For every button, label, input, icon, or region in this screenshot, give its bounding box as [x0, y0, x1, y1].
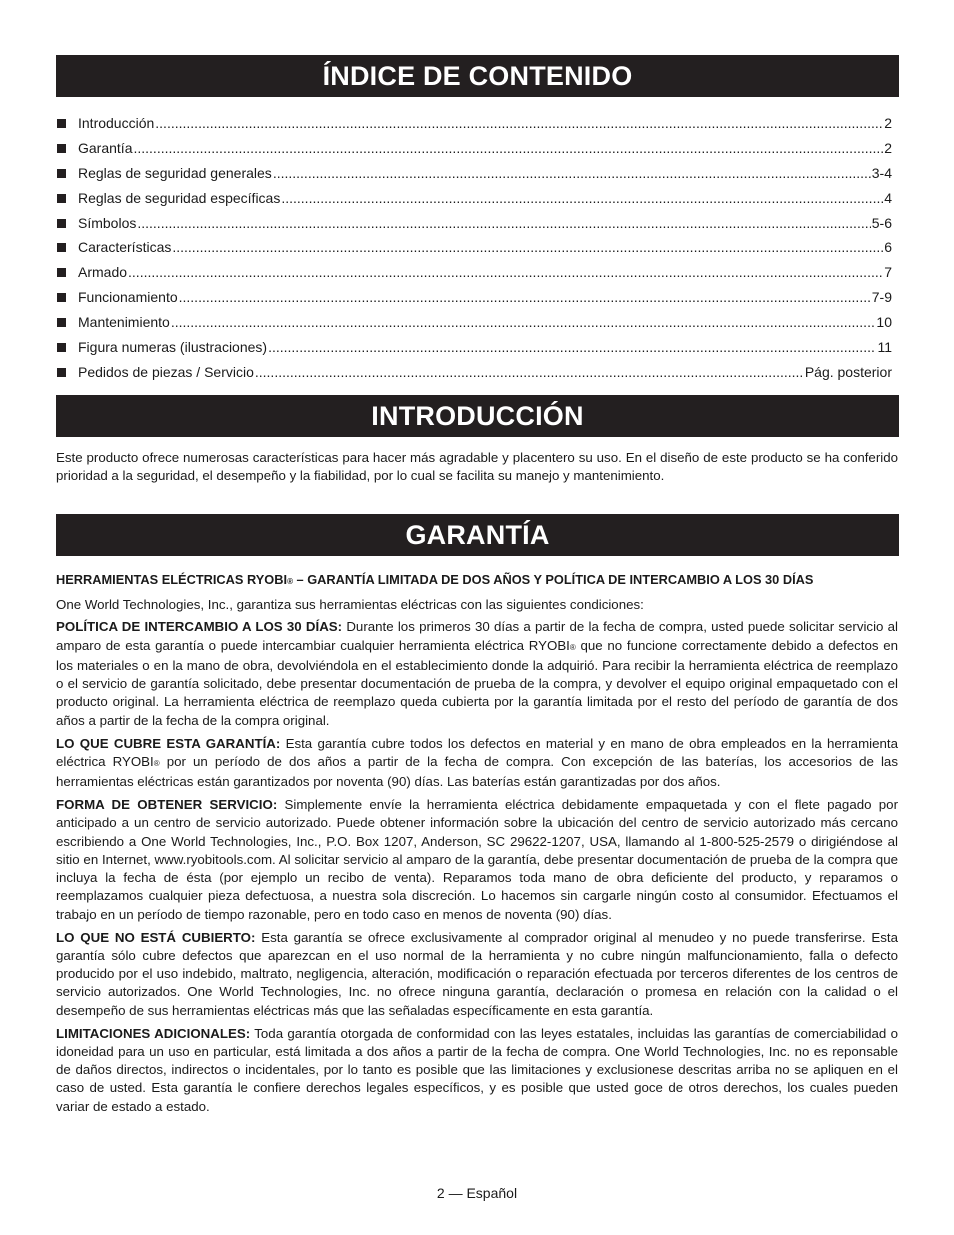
toc-item: [56, 260, 892, 285]
page-footer: 2 — Español: [436, 1185, 518, 1201]
toc-item-label: Características: [78, 239, 172, 256]
toc-item-label: Funcionamiento: [78, 289, 178, 306]
square-bullet-icon: [57, 169, 66, 178]
toc-item-page: 7: [884, 264, 892, 281]
toc-item-page: 2: [884, 139, 892, 156]
limitations-label: LIMITACIONES ADICIONALES:: [56, 1025, 251, 1041]
toc-item: [56, 111, 892, 136]
square-bullet-icon: [57, 293, 66, 302]
exchange-policy-label: POLÍTICA DE INTERCAMBIO A LOS 30 DÍAS:: [56, 619, 343, 635]
toc-item: [56, 285, 892, 310]
toc-item: [56, 235, 892, 260]
toc-leader-dots: [273, 161, 871, 186]
exchange-policy-text-a: Durante los primeros 30 días a partir de la fecha de compra, usted puede solicitar servicio al amparo de esta garantía o puede intercambiar cualquier herramienta eléctrica RYOBI: [56, 619, 898, 653]
toc-item: [56, 360, 892, 385]
square-bullet-icon: [57, 268, 66, 277]
warranty-heading-brand: HERRAMIENTAS ELÉCTRICAS RYOBI: [56, 572, 288, 587]
toc-leader-dots: [172, 235, 883, 260]
table-of-contents: [56, 111, 892, 385]
square-bullet-icon: [57, 194, 66, 203]
toc-item-label: Mantenimiento: [78, 314, 170, 331]
toc-item-label: Reglas de seguridad generales: [78, 164, 272, 181]
service-info: [56, 796, 898, 924]
not-covered-label: LO QUE NO ESTÁ CUBIERTO:: [56, 929, 256, 945]
toc-leader-dots: [137, 211, 870, 236]
not-covered-text: Esta garantía se ofrece exclusivamente al comprador original al menudeo y no puede transferirse. Esta garantía sólo cubre defectos que aparezcan en el uso normal de la herramienta y no cubre ningún malfuncionamiento, falla o defecto producido por el uso indebido, maltrato, negligencia, alteración, modificación o reparación efectuada por terceros diferentes de los centros de servicio autorizados. One World Technologies, Inc. no ofrece ninguna garantía, declaración o promesa en relación con la calidad o el desempeño de sus herramientas eléctricas más que las señaladas específicamente en esta garantía.: [56, 929, 899, 1018]
toc-item-page: 7-9: [871, 289, 892, 306]
toc-leader-dots: [133, 136, 883, 161]
toc-item: [56, 211, 892, 236]
square-bullet-icon: [57, 368, 66, 377]
intro-text: Este producto ofrece numerosas características para hacer más agradable y placentero su uso. En el diseño de este producto se ha conferido prioridad a la seguridad, el desempeño y la fiabilidad, por lo cual se facilita su manejo y mantenimiento.: [56, 450, 898, 483]
toc-item-page: 11: [877, 339, 892, 356]
square-bullet-icon: [57, 119, 66, 128]
registered-mark: ®: [287, 577, 293, 586]
limitations: [56, 1025, 898, 1116]
toc-item-page: 6: [884, 239, 892, 256]
exchange-policy-text-b: que no funcione correctamente debido a defectos en los materiales o en la mano de obra, devolviéndola en el establecimiento donde la adquirió. Para recibir la herramienta eléctrica de reemplazo o el servicio de garantía solicitado, debe presentar documentación de prueba de la compra, y devolver el equipo original empaquetado con el producto original. La herramienta eléctrica de reemplazo queda cubierta por la garantía limitada por el resto del período de garantía de dos años a partir de la fecha de la compra original.: [56, 637, 899, 728]
not-covered: [56, 929, 898, 1020]
toc-item-page: 10: [876, 314, 892, 331]
service-info-label: FORMA DE OBTENER SERVICIO:: [56, 796, 278, 812]
toc-item-page: 3-4: [871, 164, 892, 181]
square-bullet-icon: [57, 144, 66, 153]
toc-item-label: Introducción: [78, 115, 155, 131]
toc-leader-dots: [268, 335, 876, 360]
toc-item-label: Figura numeras (ilustraciones): [78, 339, 268, 356]
toc-item: [56, 310, 892, 335]
toc-leader-dots: [281, 186, 883, 211]
coverage-text-a: Esta garantía cubre todos los defectos en material y en mano de obra empleados en la herramienta eléctrica RYOBI: [56, 735, 898, 769]
coverage-label: LO QUE CUBRE ESTA GARANTÍA:: [56, 735, 281, 751]
toc-item-label: Reglas de seguridad específicas: [78, 189, 281, 206]
toc-item-page: 4: [884, 189, 892, 206]
limitations-text: Toda garantía otorgada de conformidad con las leyes estatales, incluidas las garantías de comerciabilidad o idoneidad para un uso en particular, está limitada a dos años a partir de la fecha de compra. One World Technologies, Inc. no es reponsable de daños directos, indirectos o incidentales, por lo tanto es posible que las limitaciones y exclusionese descritas arriba no se apliquen en el caso de usted. Esta garantía le confiere derechos legales específicos, y es posible que usted goce de otros derechos, los cuales pueden variar de estado a estado.: [56, 1025, 898, 1114]
registered-mark: ®: [569, 642, 576, 652]
toc-item-label: Pedidos de piezas / Servicio: [78, 363, 254, 380]
toc-item-label: Armado: [78, 264, 128, 281]
toc-leader-dots: [179, 285, 871, 310]
warranty-title: GARANTÍA: [56, 514, 899, 556]
toc-leader-dots: [128, 260, 883, 285]
exchange-policy: [56, 618, 898, 730]
square-bullet-icon: [57, 243, 66, 252]
warranty-lead: One World Technologies, Inc., garantiza sus herramientas eléctricas con las siguientes condiciones:: [56, 596, 644, 612]
coverage: [56, 735, 898, 792]
toc-leader-dots: [171, 310, 876, 335]
toc-item: [56, 161, 892, 186]
toc-item-label: Símbolos: [78, 214, 137, 231]
toc-leader-dots: [255, 360, 804, 385]
warranty-body: [56, 571, 898, 1121]
toc-item-page: Pág. posterior: [804, 363, 892, 380]
intro-title: INTRODUCCIÓN: [56, 395, 899, 437]
toc-item-page: 5-6: [871, 214, 892, 231]
warranty-heading-rest: – GARANTÍA LIMITADA DE DOS AÑOS Y POLÍTICA DE INTERCAMBIO A LOS 30 DÍAS: [292, 572, 814, 587]
toc-item-label: Garantía: [78, 139, 133, 156]
square-bullet-icon: [57, 219, 66, 228]
service-info-text: Simplemente envíe la herramienta eléctrica debidamente empaquetada y con el flete pagado por anticipado a un centro de servicio autorizado. Puede obtener información sobre la ubicación del centro de servicio autorizado más cercano escribiendo a One World Technologies, Inc., P.O. Box 1207, Anderson, SC 29622-1207, USA, llamando al 1-800-525-2579 o dirigiéndose al sitio en Internet, www.ryobitools.com. Al solicitar servicio al amparo de la garantía, debe presentar documentación de prueba de la compra que incluya la fecha de ésta (por ejemplo un recibo de venta). Reparamos toda mano de obra deficiente del producto, y reparamos o reemplazamos cualquier pieza defectuosa, a nuestra sola discreción. Lo hacemos sin cargarle ningún costo al consumidor. Efectuamos el trabajo en un período de tiempo razonable, pero en todo caso en menos de noventa (90) días.: [56, 796, 898, 922]
toc-title: ÍNDICE DE CONTENIDO: [56, 55, 899, 97]
toc-item: [56, 186, 892, 211]
registered-mark: ®: [153, 758, 160, 768]
toc-item-page: 2: [884, 115, 892, 131]
square-bullet-icon: [57, 343, 66, 352]
warranty-heading: [56, 571, 898, 591]
toc-item: [56, 136, 892, 161]
coverage-text-b: por un período de dos años a partir de la fecha de compra. Con excepción de las baterías, los accesorios de las herramientas eléctricas están garantizados por noventa (90) días. Las baterías están garantizadas por dos años.: [56, 753, 898, 790]
toc-leader-dots: [155, 111, 883, 136]
toc-item: [56, 335, 892, 360]
square-bullet-icon: [57, 318, 66, 327]
